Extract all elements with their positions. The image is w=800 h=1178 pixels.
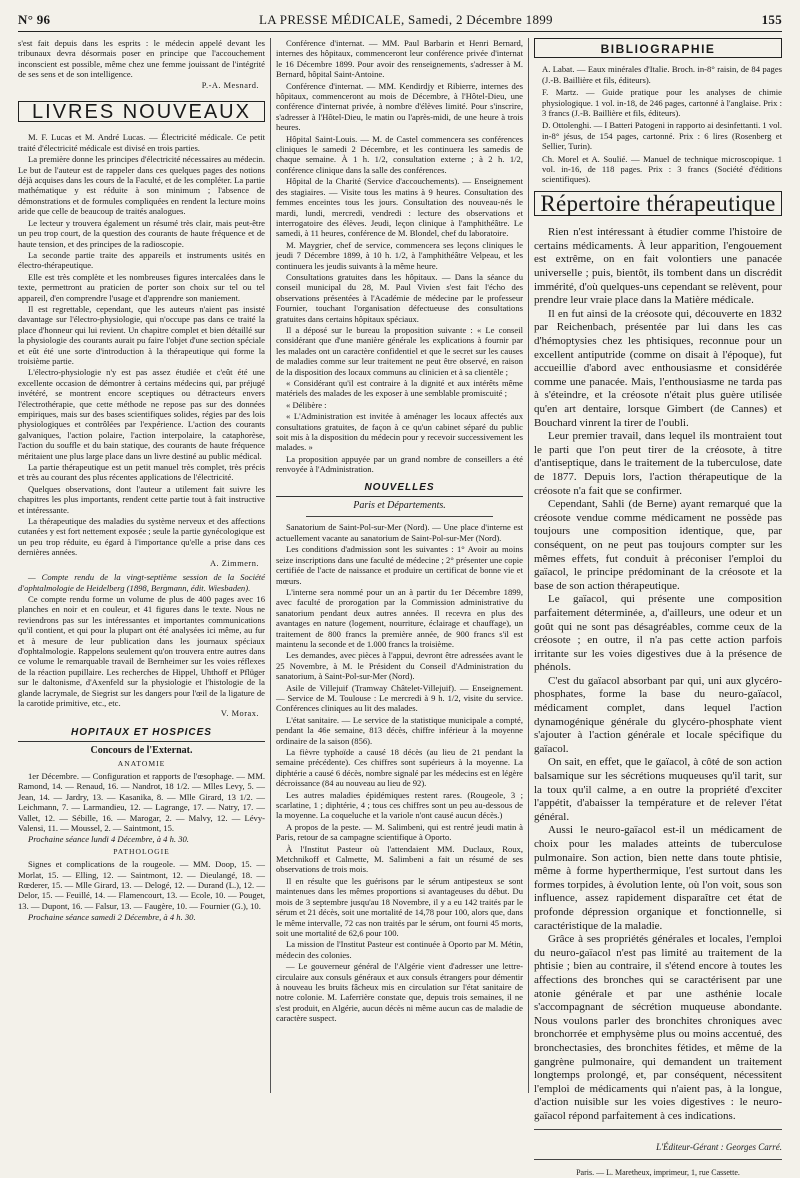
paragraph: La première donne les principes d'électricité nécessaires au médecin. Le but de l'auteur est de rappeler dans ces quelques pages des notions déjà acquises dans les cours de la Faculté, et de les compléter. La partie mathématique y est réduite à son minimum ; l'absence de démonstrations et de formules compliquées en rendent la lecture moins aride que celle de beaucoup de traités analogues. — [18, 154, 265, 217]
column-divider — [528, 38, 529, 1093]
paragraph: Leur premier travail, dans lequel ils montraient tout le parti que l'on peut tirer de la créosote, à titre d'antiseptique, dans le traitement de la tuberculose, date de 1877. Depuis lors, l'action thérapeutique de la créosote n'a fait que se confirmer. — [534, 430, 782, 497]
paragraph: L'état sanitaire. — Le service de la statistique municipale a compté, pendant la 46e semaine, 813 décès, chiffre inférieur à la moyenne ordinaire de la saison (856). — [276, 714, 523, 746]
paragraph: La seconde partie traite des appareils et instruments usités en électro-thérapeutique. — [18, 249, 265, 271]
paragraph: Signes et complications de la rougeole. — MM. Doop, 15. — Morlat, 15. — Elling, 12. — Saintmont, 12. — Dieulangé, 18. — Rœderer, 15. — Mlle Girard, 13. — Delogé, 12. — Durand (L.), 12. — Delor, 15. — Feuillé, 14. — Flamencourt, 13. — Ecole, 10. — Pouget, 13. — Dupont, 16. — Falsur, 13. — Faugère, 10. — Fournier (G.), 10. — [18, 859, 265, 911]
paragraph: Prochaine séance lundi 4 Décembre, à 4 h. 30. — [28, 834, 189, 845]
paragraph: 1er Décembre. — Configuration et rapports de l'œsophage. — MM. Ramond, 14. — Renaud, 16. — Nandrot, 18 1/2. — Mlles Levy, 5. — Jean, 14. — Jardry, 13. — Kasanika, 8. — Mlle Girard, 13 1/2. — Leichmann, 7. — Larmandieu, 12. — Lagrange, 17. — Natry, 17. — Vallet, 12. — Sébille, 16. — Marogar, 2. — Malvy, 12. — Lévy-Valensi, 11. — Moussel, 2. — Saintmont, 15. — [18, 771, 265, 834]
paragraph: La proposition appuyée par un grand nombre de conseillers a été renvoyée à l'Administration. — [276, 453, 523, 475]
paragraph: Sanatorium de Saint-Pol-sur-Mer (Nord). — Une place d'interne est actuellement vacante au sanatorium de Saint-Pol-sur-Mer (Nord). — [276, 522, 523, 543]
paragraph: La partie thérapeutique est un petit manuel très complet, très précis et très au courant des plus récentes applications de l'électricité. — [18, 462, 265, 483]
paragraph: Hôpital Saint-Louis. — M. de Castel commencera ses conférences cliniques le samedi 2 Décembre, et les continuera les samedis de chaque semaine. À 1 h. 1/2, consultation externe ; à 2 h. 1/2, conférence clinique dans la salle des conférences. — [276, 133, 523, 175]
paris-heading: Paris et Départements. — [353, 500, 446, 512]
paragraph: Grâce à ses propriétés générales et locales, l'emploi du neuro-gaïacol n'est pas limité au traitement de la phtisie ; bien au contraire, il s'étend encore à toutes les affections des bronches qui se caractérisent par une atonie générale et par une asthénie locale s'accompagnant de sécrétion muqueuse abondante. Nous voulons parler des bronchites chroniques avec bronchorrée et emphysème plus ou moins accentué, des bronchectasies, des bronchites fétides, et même de la gangrène pulmonaire, qui demandent un traitement longtemps prolongé, et, par conséquent, nécessitent l'emploi de médicaments qui n'aient pas, à la longue, d'action nuisible sur les voies digestives : le neuro-gaïacol répond parfaitement à ces indications. — [534, 933, 782, 1122]
paragraph: « Délibère : — [286, 399, 327, 410]
anatomie-label: ANATOMIE — [117, 758, 166, 768]
paragraph: L'électro-physiologie n'y est pas assez étudiée et c'eût été une excellente occasion de démontrer à certains médecins qui, par préjugé invétéré, se montrent encore sceptiques ou détracteurs envers l'électrothérapie, que cette méthode ne repose pas sur des données empiriques, mais sur des bases scientifiques solides, régies par des lois physiologiques et contrôlées par l'expérience. L'action des courants galvaniques, l'action polaire, l'action interpolaire, la cataphorèse, l'action du souffle et du bain statique, des courants de haute fréquence méritaient une plus large place dans un livre destiné au public médical. — [18, 367, 265, 461]
column-1 — [18, 38, 265, 1093]
paragraph: Conférence d'internat. — MM. Kendirdjy et Ribierre, internes des hôpitaux, commenceront au mois de Décembre, à l'Hôtel-Dieu, une conférence d'internat privée, à nombre d'élèves limité. Pour s'inscrire, s'adresser à l'Hôtel-Dieu, le matin ou l'après-midi, de une heure à trois heures. — [276, 80, 523, 133]
paragraph: Asile de Villejuif (Tramway Châtelet-Villejuif). — Enseignement. — Service de M. Toulouse : Le mercredi à 9 h. 1/2, visite du service. Conférences cliniques au lit des malades. — [276, 682, 523, 714]
divider — [306, 516, 493, 517]
paragraph: Le lecteur y trouvera également un résumé très clair, mais peut-être un peu trop court, de la question des courants de haute fréquence et de haute tension, et des principes de la radioscopie. — [18, 217, 265, 249]
paragraph: « Considérant qu'il est contraire à la dignité et aux intérêts même matériels des malades de les exposer à une semblable promiscuité ; — [276, 378, 523, 399]
biblio-item: D. Ottolenghi. — I Batteri Patogeni in rapporto ai desinfettanti. 1 vol. in-8° jésus, de 154 pages, cartonné. Prix : 6 lires (Rosenberg et Sellier, Turin). — [542, 120, 782, 152]
paragraph: Les conditions d'admission sont les suivantes : 1° Avoir au moins seize inscriptions dans une faculté de médecine ; 2° présenter une copie certifiée de l'acte de naissance et produire un certificat de bonne vie et mœurs. — [276, 544, 523, 586]
page-number: 155 — [761, 11, 782, 27]
biblio-item: Ch. Morel et A. Soulié. — Manuel de technique microscopique. 1 vol. in-16, de 118 pages. Prix : 3 francs (Société d'éditions scientifiques). — [542, 153, 782, 185]
paragraph: Rien n'est intéressant à étudier comme l'histoire de certains médicaments. À leur apparition, l'engouement est extrême, on en fait volontiers une panacée universelle ; puis, bientôt, ils tombent dans un discrédit immérité, d'où quelques-uns cependant se relèvent, pour prendre leur vraie place dans la Matière médicale. — [534, 226, 782, 307]
journal-title: LA PRESSE MÉDICALE, Samedi, 2 Décembre 1899 — [259, 11, 553, 27]
paragraph: À l'Institut Pasteur où l'attendaient MM. Duclaux, Roux, Metchnikoff et Calmette, M. Salimbeni a fait un résumé de ses observations de trois mois. — [276, 843, 523, 875]
paragraph: Aussi le neuro-gaïacol est-il un médicament de choix pour les malades atteints de tuberculose pulmonaire. Son action, bien nette dans toute phtisie, même à forme hyperthermique, l'est surtout dans les formes torpides, à évolution lente, où l'on voit, sous son influence, assez rapidement disparaître cet état de profonde dépression organique et fonctionnelle, si caractéristique de la maladie. — [534, 824, 782, 932]
masthead — [18, 8, 782, 32]
paragraph: La thérapeutique des maladies du système nerveux et des affections cutanées y est fort nettement exposée ; seule la partie gynécologique est un peu trop réduite, eu égard à l'importance qu'elle a prise dans ces dernières années. — [18, 516, 265, 558]
paragraph: Le gaïacol, qui présente une composition parfaitement déterminée, a, d'ailleurs, une odeur et un goût qui ne sont pas désagréables, comme ceux de la créosote ; en outre, il n'a pas cette action parfois irritante sur les voies digestives due à la présence de phénols. — [534, 593, 782, 674]
paragraph: Les demandes, avec pièces à l'appui, devront être adressées avant le 25 Novembre, à M. le Président du Conseil d'Administration du sanatorium, à Saint-Pol-sur-Mer (Nord). — [276, 650, 523, 682]
printer-line: Paris. — L. Maretheux, imprimeur, 1, rue Cassette. — [576, 1167, 740, 1177]
divider — [534, 1159, 782, 1160]
concours-title: Concours de l'Externat. — [90, 745, 193, 757]
column-3 — [534, 38, 782, 1177]
paragraph: La fièvre typhoïde a causé 18 décès (au lieu de 21 pendant la semaine précédente). Ces chiffres sont supérieurs à la moyenne. La diphtérie a causé 6 décès, nombre signalé par les médecins est en légère décroissance (84 au nouveau au lieu de 92). — [276, 747, 523, 789]
divider — [534, 1129, 782, 1130]
biblio-item: F. Martz. — Guide pratique pour les analyses de chimie physiologique. 1 vol. in-18, de 246 pages, cartonné à l'anglaise. Prix : 3 francs (J.-B. Baillière et fils, éditeurs). — [542, 87, 782, 119]
paragraph: Quelques observations, dont l'auteur a utilement fait suivre les chapitres les plus importants, rendent cette partie tout à fait instructive et intéressante. — [18, 483, 265, 515]
paragraph: « L'Administration est invitée à aménager les locaux affectés aux consultations gratuites, de façon à ce qu'un cabinet séparé du public soit mis à la disposition du médecin pour y recevoir successivement les malades. » — [276, 411, 523, 453]
editor-line: L'Éditeur-Gérant : Georges Carré. — [656, 1142, 782, 1153]
hopitaux-heading: HOPITAUX ET HOSPICES — [18, 728, 265, 742]
column-2 — [276, 38, 523, 1093]
paragraph: — Le gouverneur général de l'Algérie vient d'adresser une lettre-circulaire aux consuls généraux et aux consuls étrangers pour démentir à nouveau les bruits fâcheux mis en circulation sur l'état sanitaire de notre colonie. M. Laferrière constate que, depuis trois semaines, il ne s'est produit, en Algérie, aucun décès ni même aucun cas de maladie de caractère suspect. — [276, 961, 523, 1024]
paragraph: M. Maygrier, chef de service, commencera ses leçons cliniques le jeudi 7 Décembre 1899, à 10 h. 1/2, à l'amphithéâtre Velpeau, et les continuera les jeudis suivants à la même heure. — [276, 239, 523, 271]
paragraph: Il a déposé sur le bureau la proposition suivante : « Le conseil considérant que d'une manière générale les explications à fournir par les malades ont un caractère confidentiel et que le secret sur les causes de maladies comme sur leur traitement ne peut être observé, en raison de la disposition des locaux communs au clinicien et à sa clientèle ; — [276, 324, 523, 377]
biblio-item: A. Labat. — Eaux minérales d'Italie. Broch. in-8° raisin, de 84 pages (J.-B. Baillière et fils, éditeurs). — [542, 64, 782, 85]
paragraph: Les autres maladies épidémiques restent rares. (Rougeole, 3 ; scarlatine, 1 ; diphtérie, 4 ; tous ces chiffres sont un peu au-dessous de la moyenne. La coqueluche et la variole n'ont causé aucun décès.) — [276, 789, 523, 821]
nouvelles-heading: NOUVELLES — [276, 483, 523, 497]
paragraph: Consultations gratuites dans les hôpitaux. — Dans la séance du conseil municipal du 28, M. Paul Vivien s'est fait l'écho des observations présentées à l'Académie de médecine par le professeur Fournier, touchant l'organisation défectueuse des consultations gratuites dans certains hôpitaux spéciaux. — [276, 271, 523, 324]
paragraph: Elle est très complète et les nombreuses figures intercalées dans le texte, permettront au praticien de porter son choix sur tel ou tel appareil, d'en comprendre l'usage et d'apprendre son maniement. — [18, 271, 265, 303]
paragraph: Hôpital de la Charité (Service d'accouchements). — Enseignement des stagiaires. — Visite tous les matins à 9 heures. Consultation des femmes enceintes tous les jours. Consultation des nouveau-nés le mardi, lundi, mercredi, vendredi : lecture des observations et interrogatoire des élèves. Jeudi, leçon clinique à l'amphithéâtre. Le samedi, à 11 heures, conférence de M. Blondel, chef du laboratoire. — [276, 176, 523, 239]
bibliographie-heading: BIBLIOGRAPHIE — [534, 38, 782, 58]
signature: P.-A. Mesnard. — [201, 80, 259, 90]
pathologie-label: PATHOLOGIE — [113, 846, 170, 856]
paragraph: M. F. Lucas et M. André Lucas. — Électricité médicale. Ce petit traité d'électricité médicale est divisé en trois parties. — [18, 132, 265, 153]
paragraph: On sait, en effet, que le gaïacol, à côté de son action balsamique sur les sécrétions muqueuses qu'il tarit, sur la toux qu'il calme, a en outre la propriété d'exciter l'appétit, d'abaisser la température et de relever l'état général. — [534, 756, 782, 823]
paragraph: Conférence d'internat. — MM. Paul Barbarin et Henri Bernard, internes des hôpitaux, commenceront leur conférence privée d'internat le 16 Décembre 1899. Pour avoir des renseignements, s'adresser à M. Bernard, hôpital Saint-Antoine. — [276, 38, 523, 80]
signature: A. Zimmern. — [210, 558, 259, 568]
paragraph: A propos de la peste. — M. Salimbeni, qui est rentré jeudi matin à Paris, retour de sa campagne scientifique à Oporto. — [276, 821, 523, 843]
paragraph: — Compte rendu de la vingt-septième session de la Société d'ophtalmologie de Heidelberg (1898, Bergmann, édit. Wiesbaden). — [18, 572, 265, 593]
issue-number: N° 96 — [18, 11, 51, 27]
paragraph: Il en fut ainsi de la créosote qui, découverte en 1832 par Reichenbach, présentée par lui dans les cas d'hémoptysies chez les phtisiques, reconnue pour un excellent antiputride (comme on disait à l'époque), fut accueillie d'abord avec enthousiasme et considérée comme une panacée. Mais, l'enthousiasme ne tarda pas à s'éteindre, et la créosote n'était plus guère utilisée qu'en art dentaire, lorsque Gimbert (de Cannes) et Bouchard vinrent la tirer de l'oubli. — [534, 307, 782, 429]
signature: V. Morax. — [220, 709, 259, 719]
repertoire-body — [534, 226, 782, 1123]
paragraph: Cependant, Sahli (de Berne) ayant remarqué que la créosote vendue comme médicament ne possède pas toujours une composition identique, que, par conséquent, on ne peut pas toujours compter sur les mêmes effets, fut conduit à préconiser l'emploi du gaïacol, le principe prédominant de la créosote et la base de son action thérapeutique. — [534, 498, 782, 592]
paragraph: Il en résulte que les guérisons par le sérum antipesteux se sont maintenues dans les mêmes proportions si avantageuses du début. Du mois de 3 septembre jusqu'au 18 Novembre, il y a eu 142 traités par le sérum et 21 décès, soit une mortalité de 14,78 pour 100, alors que, dans le même intervalle, 72 cas non traités par le sérum, ont fourni 45 morts, soit une mortalité de 62,6 pour 100. — [276, 875, 523, 938]
newspaper-page — [18, 8, 782, 1177]
column-divider — [270, 38, 271, 1093]
repertoire-heading: Répertoire thérapeutique — [534, 191, 782, 216]
paragraph: Il est regrettable, cependant, que les auteurs n'aient pas insisté davantage sur l'électro-physiologie, qui n'occupe pas dans ce traité la place d'honneur qui lui revient. Un chapitre complet et bien détaillé sur la physiologie des courants aurait pu faire l'objet d'une section spéciale et eût été une sorte d'introduction à la thérapeutique qui forme la troisième partie. — [18, 303, 265, 366]
paragraph: C'est du gaïacol absorbant par qui, uni aux glycéro-phosphates, forme la base du neuro-gaïacol, médicament complet, dans lequel l'action dynamogénique générale du glycéro-phosphate vient s'ajouter à l'action générale et locale spécifique du gaïacol. — [534, 674, 782, 755]
paragraph: La mission de l'Institut Pasteur est continuée à Oporto par M. Métin, médecin des colonies. — [276, 939, 523, 960]
intro-paragraph: s'est fait depuis dans les esprits : le médecin appelé devant les tribunaux devra désormais poser en principe que l'accouchement inconscient est possible, même chez une femme jouissant de l'intégrité de ses sens et de son intelligence. — [18, 38, 265, 80]
paragraph: L'interne sera nommé pour un an à partir du 1er Décembre 1899, avec faculté de prorogation par la Commission administrative du sanatorium pendant deux autres années. Il recevra en plus des avantages en nature (logement, nourriture, éclairage et chauffage), un traitement de 800 francs la première année, de 900 francs s'il est maintenu la seconde et de 1.000 francs la troisième. — [276, 586, 523, 649]
paragraph: Prochaine séance samedi 2 Décembre, à 4 h. 30. — [28, 912, 196, 923]
paragraph: Ce compte rendu forme un volume de plus de 400 pages avec 16 planches en noir et en couleur, et 41 figures dans le texte. Nous ne reviendrons pas sur les intéressantes et importantes communications qu'il contient, et qui pour la plupart ont été analysées ici même, au fur et à mesure de leur publication dans les journaux spéciaux d'ophtalmologie. Rappelons seulement qu'on trouvera entre autres dans ce volume le remarquable travail de Bernheimer sur les voies réflexes de la réaction pupillaire. Les recherches de Hippel, Uhthoff et Pflüger sur le daltonisme, d'Axenfeld sur la physiologie et l'histologie de la glande lacrymale, de Siegrist sur les dangers pour l'œil de la ligature de la carotide primitive, etc., etc. — [18, 593, 265, 708]
livres-nouveaux-heading: LIVRES NOUVEAUX — [18, 101, 265, 122]
